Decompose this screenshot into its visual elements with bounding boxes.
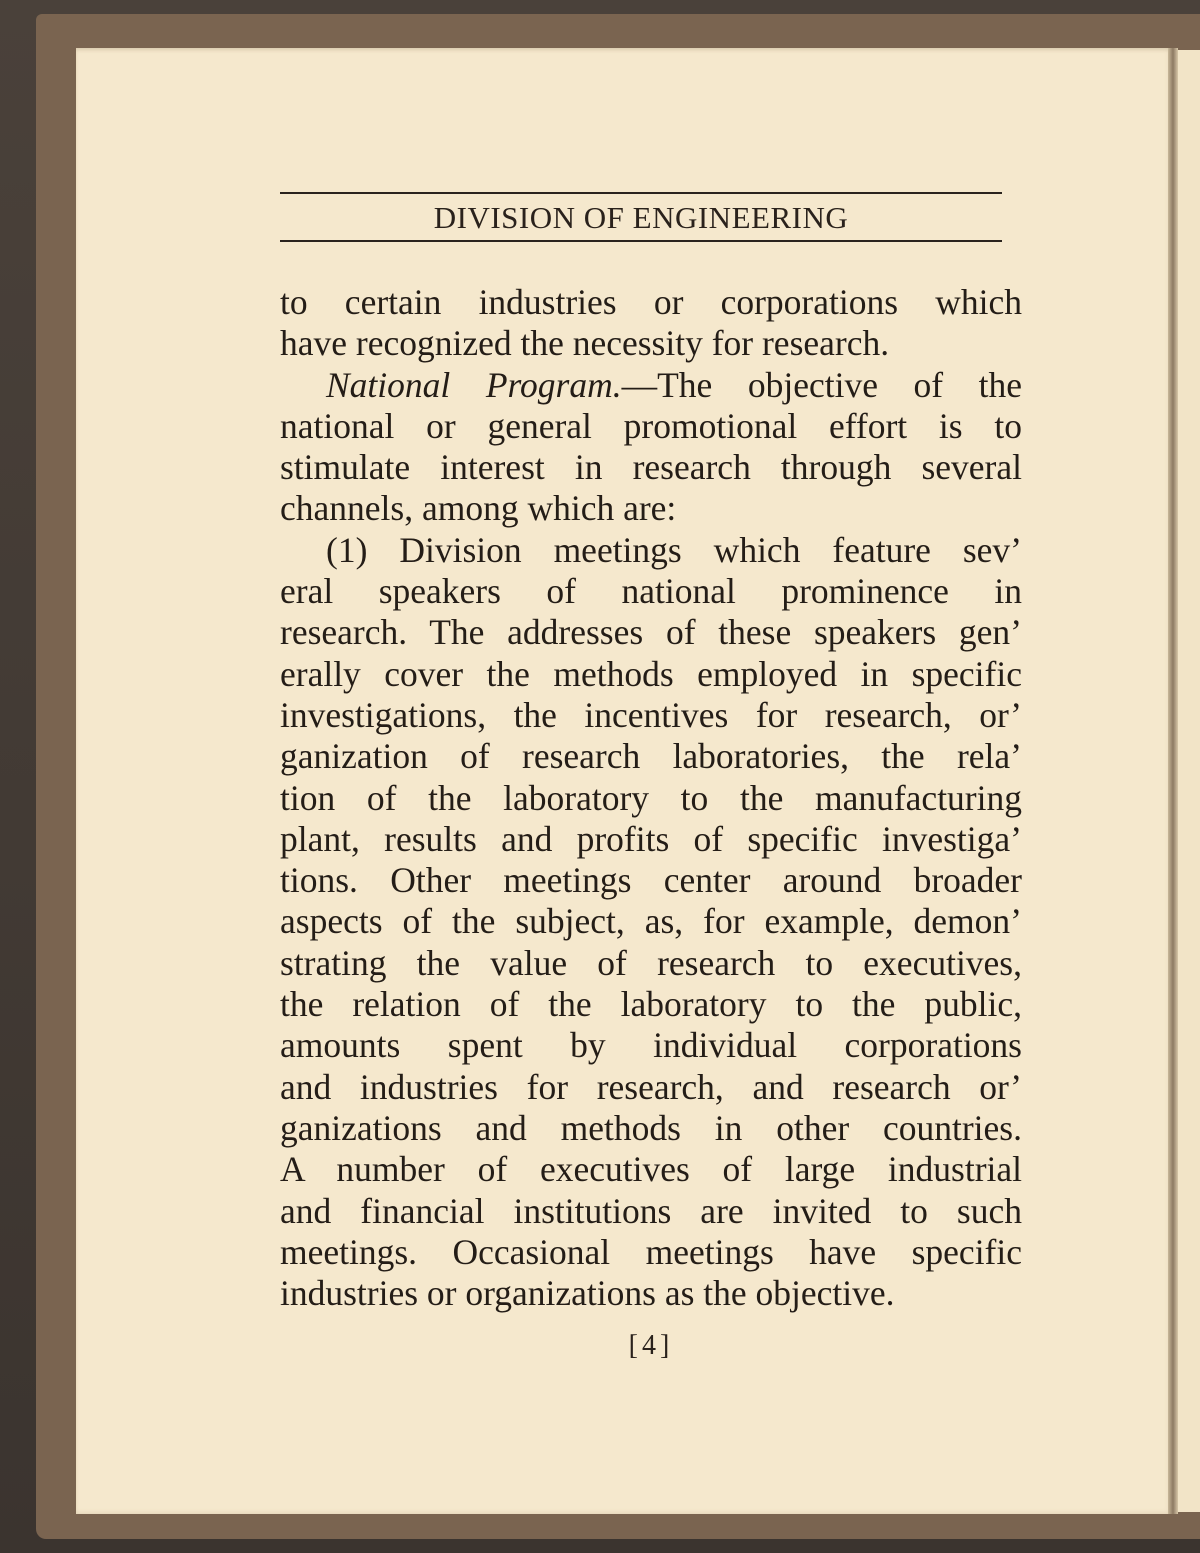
text-line: national or general promotional effort is to bbox=[280, 405, 1022, 446]
text-line: plant, results and profits of specific investiga’ bbox=[280, 818, 1022, 859]
paragraph-national-program-first-line bbox=[280, 365, 1022, 406]
text-line: A number of executives of large industrial bbox=[280, 1149, 1022, 1190]
text-line: ganization of research laboratories, the rela’ bbox=[280, 736, 1022, 777]
booklet-spine bbox=[1168, 48, 1178, 1514]
text-line: tion of the laboratory to the manufacturing bbox=[280, 777, 1022, 818]
text-line: have recognized the necessity for research. bbox=[280, 323, 890, 364]
text-line: investigations, the incentives for research, or’ bbox=[280, 694, 1022, 735]
running-head: DIVISION OF ENGINEERING bbox=[433, 200, 849, 235]
text-line: and financial institutions are invited to such bbox=[280, 1190, 1022, 1231]
text-line: erally cover the methods employed in specific bbox=[280, 653, 1022, 694]
facing-page-edge bbox=[1178, 50, 1200, 1512]
header-rule-bottom bbox=[280, 240, 1002, 242]
text-line: aspects of the subject, as, for example, demon’ bbox=[280, 901, 1022, 942]
run-in-heading: National Program. bbox=[326, 364, 622, 405]
text-line: (1) Division meetings which feature sev’ bbox=[326, 529, 1022, 570]
body-text bbox=[280, 282, 1022, 1314]
text-line: channels, among which are: bbox=[280, 488, 677, 529]
text-run: —The objective of the bbox=[621, 364, 1022, 405]
text-line: to certain industries or corporations which bbox=[280, 282, 1022, 322]
text-line: strating the value of research to executives, bbox=[280, 942, 1022, 983]
text-line: research. The addresses of these speakers gen’ bbox=[280, 612, 1022, 653]
text-line: amounts spent by individual corporations bbox=[280, 1025, 1022, 1066]
text-line: stimulate interest in research through several bbox=[280, 447, 1022, 488]
text-line: eral speakers of national prominence in bbox=[280, 571, 1022, 612]
text-line: ganizations and methods in other countries. bbox=[280, 1107, 1022, 1148]
header-rule-top bbox=[280, 192, 1002, 194]
text-line: the relation of the laboratory to the public, bbox=[280, 984, 1022, 1025]
text-line: and industries for research, and research or’ bbox=[280, 1066, 1022, 1107]
page-number: [4] bbox=[628, 1330, 674, 1361]
text-line: industries or organizations as the objective. bbox=[280, 1273, 895, 1314]
text-line: meetings. Occasional meetings have specific bbox=[280, 1231, 1022, 1272]
text-line: tions. Other meetings center around broader bbox=[280, 860, 1022, 901]
